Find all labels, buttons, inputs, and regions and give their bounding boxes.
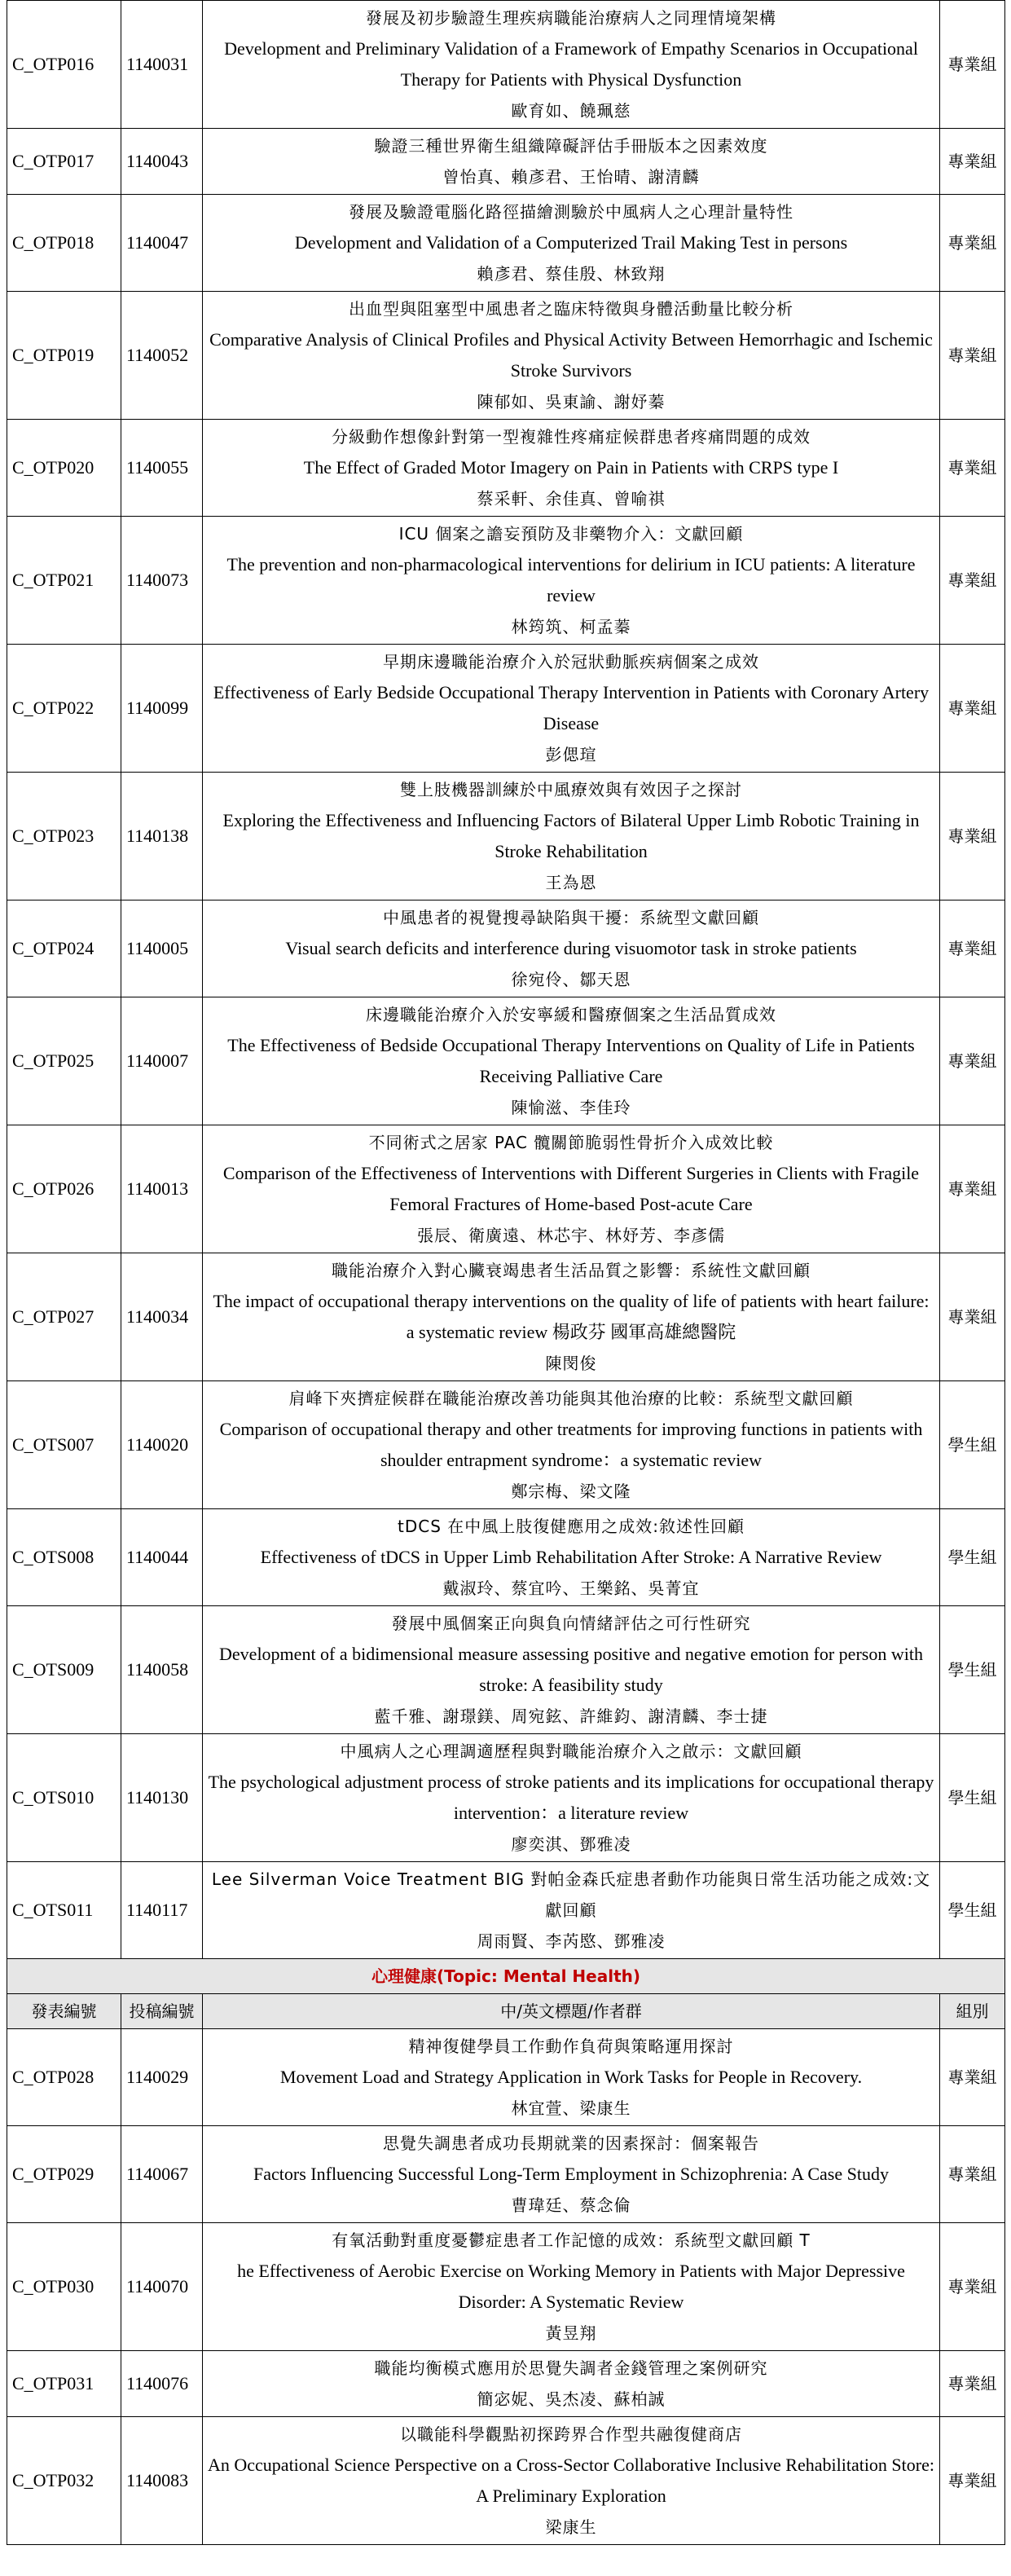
- english-title: he Effectiveness of Aerobic Exercise on Working Memory in Patients with Major Depressive Disorder: A Systematic Review: [237, 2261, 905, 2312]
- submission-id: 1140055: [121, 420, 203, 517]
- submission-id: 1140076: [121, 2351, 203, 2417]
- group-label: 專業組: [940, 900, 1005, 997]
- group-label: 專業組: [940, 517, 1005, 645]
- chinese-title: 出血型與阻塞型中風患者之臨床特徵與身體活動量比較分析: [349, 299, 793, 319]
- title-cell: [203, 2126, 940, 2223]
- presentation-id: C_OTP028: [7, 2029, 121, 2126]
- topic-title: 心理健康(Topic: Mental Health): [7, 1959, 1005, 1994]
- table-row: [7, 2029, 1005, 2126]
- title-cell: [203, 1509, 940, 1606]
- chinese-title: 中風患者的視覺搜尋缺陷與干擾：系統型文獻回顧: [383, 908, 759, 927]
- title-cell: [203, 195, 940, 292]
- english-title: Visual search deficits and interference during visuomotor task in stroke patients: [285, 938, 857, 958]
- english-title: Factors Influencing Successful Long-Term Employment in Schizophrenia: A Case Study: [253, 2164, 889, 2184]
- header-group: 組別: [940, 1994, 1005, 2029]
- title-cell: [203, 1862, 940, 1959]
- table-row: [7, 1862, 1005, 1959]
- chinese-title: 雙上肢機器訓練於中風療效與有效因子之探討: [400, 780, 742, 799]
- group-label: 專業組: [940, 292, 1005, 420]
- chinese-title: ICU 個案之譫妄預防及非藥物介入：文獻回顧: [398, 524, 744, 544]
- authors: 戴淑玲、蔡宜吟、王樂銘、吳菁宜: [442, 1579, 700, 1598]
- group-label: 專業組: [940, 2126, 1005, 2223]
- english-title: Development and Preliminary Validation of a Framework of Empathy Scenarios in Occupational Therapy for Patients with Physical Dysfunction: [224, 38, 918, 90]
- chinese-title: 職能治療介入對心臟衰竭患者生活品質之影響：系統性文獻回顧: [332, 1261, 811, 1280]
- authors: 陳愉滋、李佳玲: [511, 1098, 631, 1117]
- english-title: The Effectiveness of Bedside Occupational Therapy Interventions on Quality of Life in Patients Receiving Palliative Care: [227, 1035, 915, 1086]
- chinese-title: 床邊職能治療介入於安寧緩和醫療個案之生活品質成效: [366, 1005, 776, 1024]
- group-label: 專業組: [940, 997, 1005, 1125]
- submission-id: 1140099: [121, 645, 203, 773]
- table-row: [7, 1, 1005, 129]
- authors: 簡宓妮、吳杰凌、蘇柏誠: [477, 2389, 666, 2409]
- table-row: [7, 1125, 1005, 1253]
- title-cell: [203, 420, 940, 517]
- authors: 林宜萱、梁康生: [511, 2098, 631, 2118]
- english-title: Effectiveness of tDCS in Upper Limb Rehabilitation After Stroke: A Narrative Review: [260, 1547, 882, 1567]
- title-cell: [203, 2223, 940, 2351]
- table-row: [7, 997, 1005, 1125]
- submission-id: 1140013: [121, 1125, 203, 1253]
- column-header-row: [7, 1994, 1005, 2029]
- group-label: 學生組: [940, 1606, 1005, 1734]
- table-row: [7, 129, 1005, 195]
- english-title: Comparative Analysis of Clinical Profiles and Physical Activity Between Hemorrhagic and Ischemic Stroke Survivors: [209, 329, 933, 381]
- chinese-title: 思覺失調患者成功長期就業的因素探討：個案報告: [383, 2133, 759, 2153]
- title-cell: [203, 1734, 940, 1862]
- title-cell: [203, 1125, 940, 1253]
- english-title: Comparison of occupational therapy and other treatments for improving functions in patients with shoulder entrapment syndrome：a systematic review: [219, 1419, 923, 1470]
- abstract-table: [7, 0, 1005, 2545]
- table-row: [7, 1253, 1005, 1381]
- table-row: [7, 1509, 1005, 1606]
- table-row: [7, 420, 1005, 517]
- presentation-id: C_OTP032: [7, 2417, 121, 2545]
- submission-id: 1140007: [121, 997, 203, 1125]
- presentation-id: C_OTP022: [7, 645, 121, 773]
- submission-id: 1140138: [121, 773, 203, 900]
- group-label: 專業組: [940, 195, 1005, 292]
- group-label: 專業組: [940, 129, 1005, 195]
- authors: 歐育如、饒珮慈: [511, 101, 631, 121]
- submission-id: 1140043: [121, 129, 203, 195]
- presentation-id: C_OTP029: [7, 2126, 121, 2223]
- chinese-title: 精神復健學員工作動作負荷與策略運用探討: [408, 2037, 734, 2056]
- submission-id: 1140067: [121, 2126, 203, 2223]
- submission-id: 1140070: [121, 2223, 203, 2351]
- group-label: 專業組: [940, 2029, 1005, 2126]
- english-title: The psychological adjustment process of stroke patients and its implications for occupational therapy intervention：a literature review: [208, 1772, 934, 1823]
- group-label: 專業組: [940, 773, 1005, 900]
- authors: 陳郁如、吳東諭、謝妤蓁: [477, 392, 666, 412]
- table-row: [7, 2417, 1005, 2545]
- presentation-id: C_OTS011: [7, 1862, 121, 1959]
- presentation-id: C_OTP023: [7, 773, 121, 900]
- title-cell: [203, 1, 940, 129]
- english-title: Development of a bidimensional measure assessing positive and negative emotion for person with stroke: A feasibility study: [219, 1644, 923, 1695]
- group-label: 專業組: [940, 1253, 1005, 1381]
- submission-id: 1140058: [121, 1606, 203, 1734]
- submission-id: 1140020: [121, 1381, 203, 1509]
- title-cell: [203, 900, 940, 997]
- presentation-id: C_OTP024: [7, 900, 121, 997]
- group-label: 專業組: [940, 2351, 1005, 2417]
- authors: 黃昱翔: [545, 2323, 597, 2343]
- chinese-title: 以職能科學觀點初探跨界合作型共融復健商店: [400, 2424, 742, 2444]
- group-label: 專業組: [940, 2417, 1005, 2545]
- topic-row: [7, 1959, 1005, 1994]
- english-title: Effectiveness of Early Bedside Occupational Therapy Intervention in Patients with Coronary Artery Disease: [213, 682, 930, 733]
- section-b-header-body: [7, 1959, 1005, 2029]
- authors: 梁康生: [545, 2517, 597, 2537]
- chinese-title: 發展及驗證電腦化路徑描繪測驗於中風病人之心理計量特性: [349, 202, 793, 222]
- table-row: [7, 517, 1005, 645]
- presentation-id: C_OTP021: [7, 517, 121, 645]
- group-label: 學生組: [940, 1509, 1005, 1606]
- authors: 廖奕淇、鄧雅凌: [511, 1834, 631, 1854]
- submission-id: 1140073: [121, 517, 203, 645]
- chinese-title: 職能均衡模式應用於思覺失調者金錢管理之案例研究: [374, 2358, 768, 2378]
- authors: 曾怡真、賴彥君、王怡晴、謝清麟: [442, 167, 700, 187]
- authors: 周雨賢、李芮愍、鄧雅凌: [477, 1931, 666, 1951]
- english-title: Comparison of the Effectiveness of Interventions with Different Surgeries in Clients with Fragile Femoral Fractures of Home-based Post-acute Care: [222, 1163, 920, 1214]
- chinese-title: 早期床邊職能治療介入於冠狀動脈疾病個案之成效: [383, 652, 759, 672]
- authors: 曹瑋廷、蔡念倫: [511, 2195, 631, 2215]
- presentation-id: C_OTS010: [7, 1734, 121, 1862]
- group-label: 學生組: [940, 1734, 1005, 1862]
- section-a-body: [7, 1, 1005, 1959]
- submission-id: 1140117: [121, 1862, 203, 1959]
- title-cell: [203, 1381, 940, 1509]
- section-b-body: [7, 2029, 1005, 2545]
- submission-id: 1140031: [121, 1, 203, 129]
- submission-id: 1140034: [121, 1253, 203, 1381]
- title-cell: [203, 1606, 940, 1734]
- english-title: The impact of occupational therapy interventions on the quality of life of patients with heart failure: a systematic review 楊政芬 國軍高雄總醫院: [213, 1291, 930, 1342]
- chinese-title: 中風病人之心理調適歷程與對職能治療介入之啟示：文獻回顧: [340, 1742, 802, 1761]
- presentation-id: C_OTP017: [7, 129, 121, 195]
- title-cell: [203, 645, 940, 773]
- header-presentation-id: 發表編號: [7, 1994, 121, 2029]
- presentation-id: C_OTP016: [7, 1, 121, 129]
- presentation-id: C_OTP026: [7, 1125, 121, 1253]
- submission-id: 1140044: [121, 1509, 203, 1606]
- table-row: [7, 773, 1005, 900]
- chinese-title: 分級動作想像針對第一型複雜性疼痛症候群患者疼痛問題的成效: [332, 427, 811, 447]
- submission-id: 1140029: [121, 2029, 203, 2126]
- table-row: [7, 1381, 1005, 1509]
- presentation-id: C_OTP018: [7, 195, 121, 292]
- presentation-id: C_OTP031: [7, 2351, 121, 2417]
- header-submission-id: 投稿編號: [121, 1994, 203, 2029]
- authors: 賴彥君、蔡佳殷、林致翔: [477, 264, 666, 284]
- authors: 藍千雅、謝璟鎂、周宛鉉、許維鈞、謝清麟、李士捷: [374, 1706, 768, 1726]
- chinese-title: Lee Silverman Voice Treatment BIG 對帕金森氏症患者動作功能與日常生活功能之成效:文獻回顧: [211, 1869, 931, 1920]
- title-cell: [203, 2351, 940, 2417]
- header-title-authors: 中/英文標題/作者群: [203, 1994, 940, 2029]
- english-title: Movement Load and Strategy Application in Work Tasks for People in Recovery.: [279, 2067, 863, 2087]
- submission-id: 1140130: [121, 1734, 203, 1862]
- presentation-id: C_OTS007: [7, 1381, 121, 1509]
- english-title: Exploring the Effectiveness and Influencing Factors of Bilateral Upper Limb Robotic Training in Stroke Rehabilitation: [222, 810, 920, 861]
- table-row: [7, 1734, 1005, 1862]
- english-title: The prevention and non-pharmacological interventions for delirium in ICU patients: A literature review: [226, 554, 916, 605]
- chinese-title: 發展及初步驗證生理疾病職能治療病人之同理情境架構: [366, 8, 776, 28]
- presentation-id: C_OTP020: [7, 420, 121, 517]
- english-title: An Occupational Science Perspective on a Cross-Sector Collaborative Inclusive Rehabilitation Store: A Preliminary Exploration: [208, 2455, 934, 2506]
- chinese-title: 不同術式之居家 PAC 髖關節脆弱性骨折介入成效比較: [368, 1133, 774, 1152]
- table-row: [7, 2126, 1005, 2223]
- authors: 王為恩: [545, 873, 597, 892]
- authors: 林筠筑、柯孟蓁: [511, 617, 631, 636]
- title-cell: [203, 997, 940, 1125]
- submission-id: 1140047: [121, 195, 203, 292]
- table-row: [7, 1606, 1005, 1734]
- title-cell: [203, 773, 940, 900]
- authors: 彭偲瑄: [545, 745, 597, 764]
- authors: 徐宛伶、鄒天恩: [511, 970, 631, 989]
- submission-id: 1140083: [121, 2417, 203, 2545]
- table-row: [7, 292, 1005, 420]
- group-label: 專業組: [940, 420, 1005, 517]
- chinese-title: tDCS 在中風上肢復健應用之成效:敘述性回顧: [398, 1517, 745, 1536]
- title-cell: [203, 129, 940, 195]
- title-cell: [203, 1253, 940, 1381]
- authors: 張辰、衛廣遠、林芯宇、林妤芳、李彥儒: [417, 1226, 725, 1245]
- submission-id: 1140005: [121, 900, 203, 997]
- authors: 蔡采軒、余佳真、曾喻祺: [477, 489, 666, 509]
- english-title: The Effect of Graded Motor Imagery on Pain in Patients with CRPS type I: [303, 457, 839, 478]
- group-label: 專業組: [940, 1, 1005, 129]
- presentation-id: C_OTP025: [7, 997, 121, 1125]
- group-label: 專業組: [940, 2223, 1005, 2351]
- title-cell: [203, 517, 940, 645]
- table-row: [7, 645, 1005, 773]
- table-row: [7, 195, 1005, 292]
- english-title: Development and Validation of a Computerized Trail Making Test in persons: [294, 232, 848, 253]
- authors: 陳閔俊: [545, 1354, 597, 1373]
- chinese-title: 驗證三種世界衛生組織障礙評估手冊版本之因素效度: [374, 136, 768, 156]
- group-label: 學生組: [940, 1381, 1005, 1509]
- presentation-id: C_OTS008: [7, 1509, 121, 1606]
- table-row: [7, 900, 1005, 997]
- group-label: 專業組: [940, 645, 1005, 773]
- title-cell: [203, 292, 940, 420]
- table-row: [7, 2351, 1005, 2417]
- presentation-id: C_OTS009: [7, 1606, 121, 1734]
- group-label: 學生組: [940, 1862, 1005, 1959]
- presentation-id: C_OTP019: [7, 292, 121, 420]
- title-cell: [203, 2417, 940, 2545]
- chinese-title: 發展中風個案正向與負向情緒評估之可行性研究: [391, 1614, 751, 1633]
- group-label: 專業組: [940, 1125, 1005, 1253]
- chinese-title: 肩峰下夾擠症候群在職能治療改善功能與其他治療的比較：系統型文獻回顧: [288, 1389, 854, 1408]
- submission-id: 1140052: [121, 292, 203, 420]
- chinese-title: 有氧活動對重度憂鬱症患者工作記憶的成效：系統型文獻回顧 T: [332, 2230, 811, 2250]
- presentation-id: C_OTP030: [7, 2223, 121, 2351]
- authors: 鄭宗梅、梁文隆: [511, 1482, 631, 1501]
- presentation-id: C_OTP027: [7, 1253, 121, 1381]
- title-cell: [203, 2029, 940, 2126]
- table-row: [7, 2223, 1005, 2351]
